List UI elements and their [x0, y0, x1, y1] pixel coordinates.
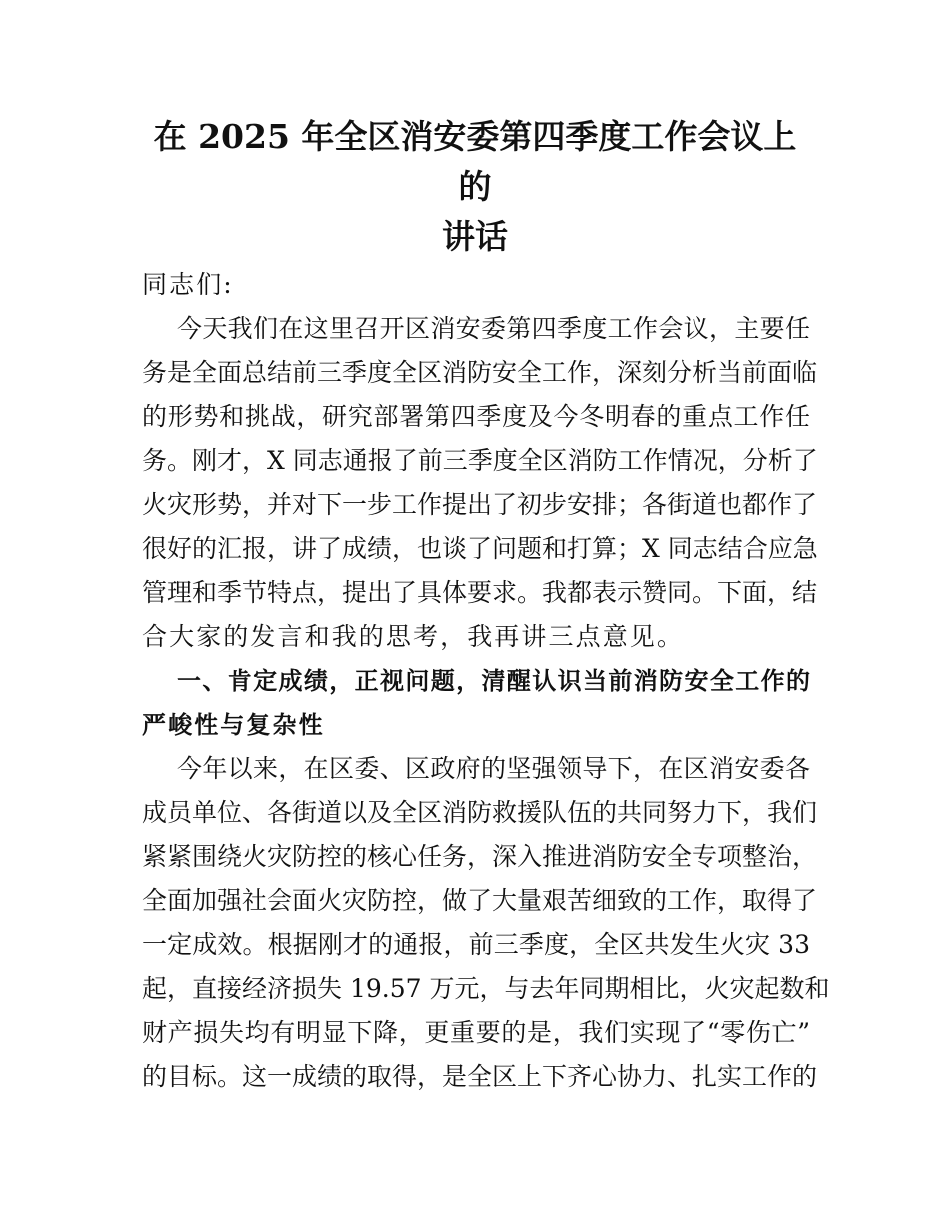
paragraph-line: 务是全面总结前三季度全区消防安全工作，深刻分析当前面临: [142, 358, 818, 387]
paragraph-line: 合大家的发言和我的思考，我再讲三点意见。: [142, 622, 685, 651]
paragraph-line: 务。刚才，X 同志通报了前三季度全区消防工作情况，分析了: [142, 446, 818, 475]
paragraph-line: 今年以来，在区委、区政府的坚强领导下，在区消安委各: [177, 754, 810, 783]
paragraph-line: 的形势和挑战，研究部署第四季度及今冬明春的重点工作任: [142, 402, 810, 431]
paragraph-line: 成员单位、各街道以及全区消防救援队伍的共同努力下，我们: [142, 798, 818, 827]
paragraph-line: 一定成效。根据刚才的通报，前三季度，全区共发生火灾 33: [142, 930, 810, 959]
section-heading-line: 一、肯定成绩，正视问题，清醒认识当前消防安全工作的: [177, 667, 810, 695]
salutation: 同志们:: [142, 270, 234, 299]
title-line-2: 讲话: [442, 217, 508, 256]
paragraph-line: 火灾形势，并对下一步工作提出了初步安排；各街道也都作了: [142, 490, 818, 519]
paragraph-line: 管理和季节特点，提出了具体要求。我都表示赞同。下面，结: [142, 578, 818, 607]
paragraph-line: 财产损失均有明显下降，更重要的是，我们实现了“零伤亡”: [142, 1018, 810, 1047]
paragraph-line: 的目标。这一成绩的取得，是全区上下齐心协力、扎实工作的: [142, 1062, 818, 1091]
title-line-1: 在 2025 年全区消安委第四季度工作会议上的: [153, 117, 797, 206]
document-title: [140, 112, 810, 262]
paragraph-line: 起，直接经济损失 19.57 万元，与去年同期相比，火灾起数和: [142, 974, 830, 1003]
section-heading-line: 严峻性与复杂性: [142, 711, 325, 739]
paragraph-line: 今天我们在这里召开区消安委第四季度工作会议，主要任: [177, 314, 810, 343]
document-body: [142, 263, 830, 1099]
paragraph-line: 紧紧围绕火灾防控的核心任务，深入推进消防安全专项整治，: [142, 842, 818, 871]
paragraph-line: 全面加强社会面火灾防控，做了大量艰苦细致的工作，取得了: [142, 886, 818, 915]
paragraph-line: 很好的汇报，讲了成绩，也谈了问题和打算；X 同志结合应急: [142, 534, 818, 563]
